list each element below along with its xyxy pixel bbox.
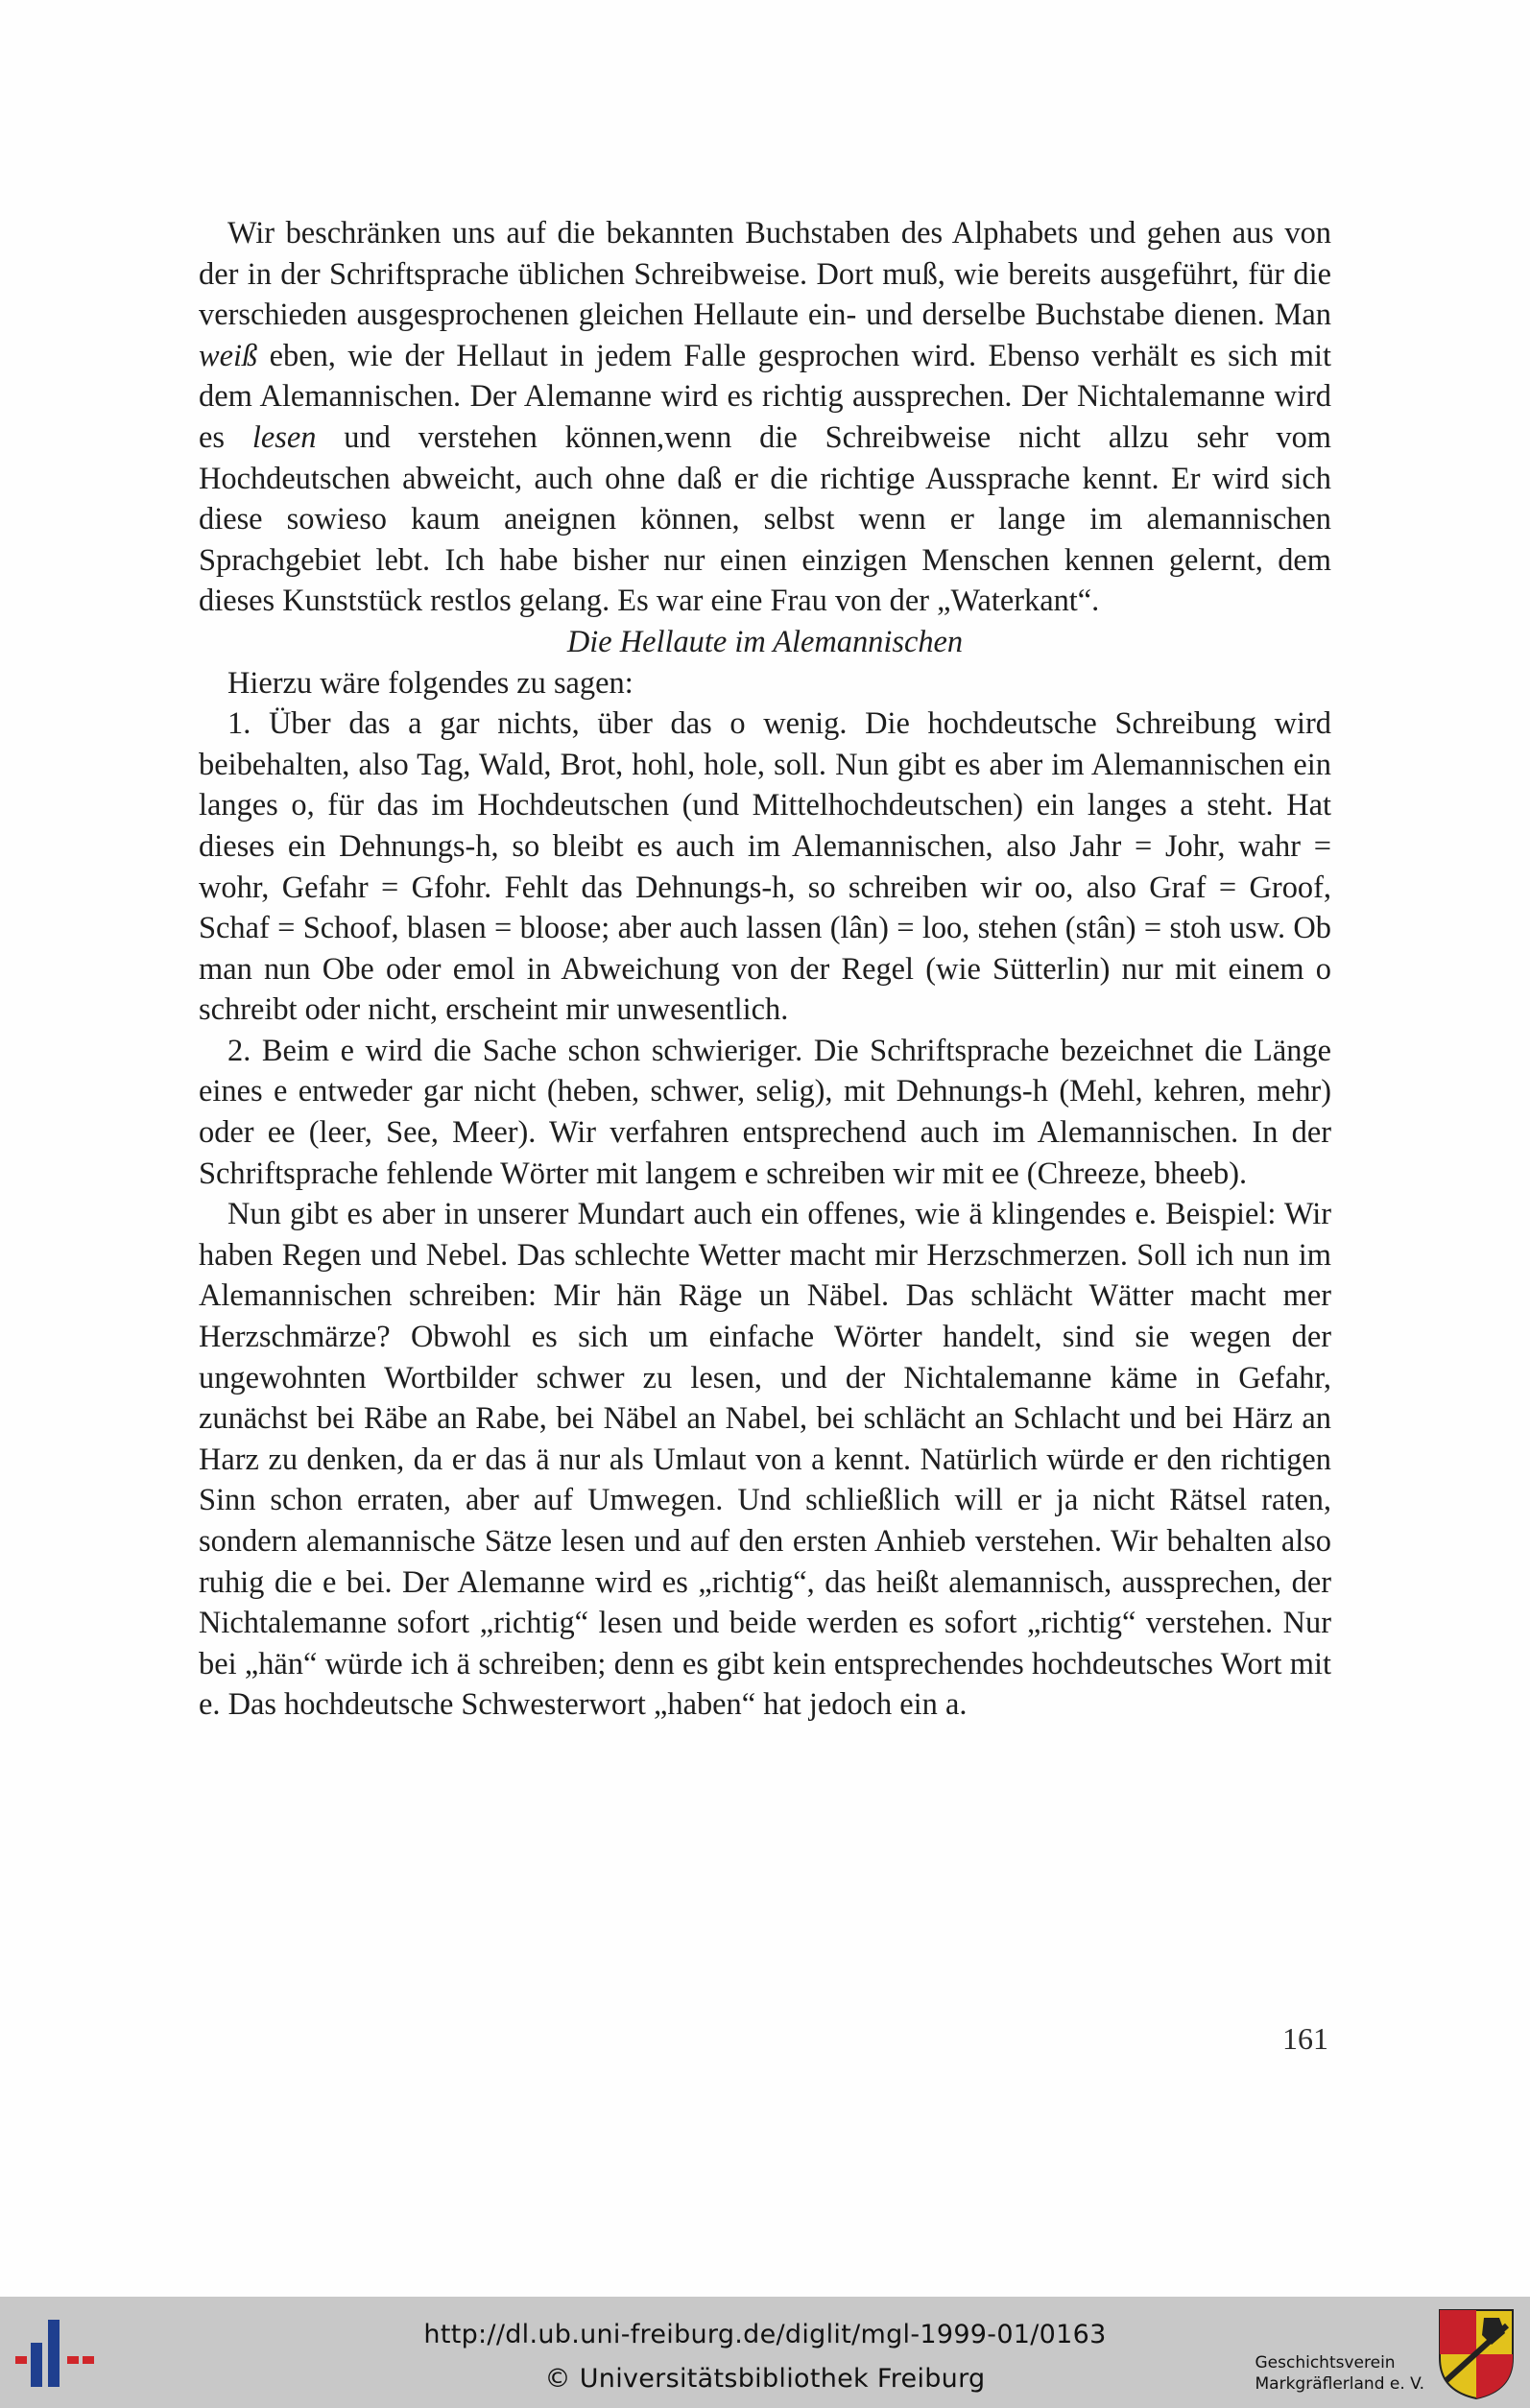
text-run: Wir beschränken uns auf die bekannten Buchstaben des Alphabets und gehen aus von der in der Schriftsprache üblichen Schreibweise. Dort muß, wie bereits ausgeführt, für die verschieden ausgesprochenen gleichen Hellaute ein- und derselbe Buchstabe dienen. Man — [199, 216, 1331, 333]
text-run: eben, wie der Hellaut in jedem Falle gesprochen wird. Ebenso verhält es sich mit dem Alemannischen. Der Alemanne wird es richtig aussprechen. Der Nichtalemanne wird es — [199, 338, 1331, 455]
paragraph-point-1: 1. Über das a gar nichts, über das o wenig. Die hochdeutsche Schreibung wird beibehalten, also Tag, Wald, Brot, hohl, hole, soll. Nun gibt es aber im Alemannischen ein langes o, für das im Hochdeutschen (und Mittelhochdeutschen) ein langes a steht. Hat dieses ein Dehnungs-h, so bleibt es auch im Alemannischen, also Jahr = Johr, wahr = wohr, Gefahr = Gfohr. Fehlt das Dehnungs-h, so schreiben wir oo, also Graf = Groof, Schaf = Schoof, blasen = bloose; aber auch lassen (lân) = loo, stehen (stân) = stoh usw. Ob man nun Obe oder emol in Abweichung von der Regel (wie Sütterlin) nur mit einem o schreibt oder nicht, erscheint mir unwesentlich. — [199, 706, 1331, 1028]
society-name-line: Markgräflerland e. V. — [1255, 2374, 1424, 2394]
society-name — [1255, 2352, 1425, 2395]
paragraph-point-2: 2. Beim e wird die Sache schon schwieriger. Die Schriftsprache bezeichnet die Länge eines e entweder gar nicht (heben, schwer, selig), mit Dehnungs-h (Mehl, kehren, mehr) oder ee (leer, See, Meer). Wir verfahren entsprechend auch im Alemannischen. In der Schriftsprache fehlende Wörter mit langem e schreiben wir mit ee (Chreeze, bheeb). — [199, 1033, 1331, 1191]
text-run: und verstehen können,wenn die Schreibweise nicht allzu sehr vom Hochdeutschen abweicht, auch ohne daß er die richtige Aussprache kennt. Er wird sich diese sowieso kaum aneignen können, selbst wenn er lange im alemannischen Sprachgebiet lebt. Ich habe bisher nur einen einzigen Menschen kennen gelernt, dem dieses Kunststück restlos gelang. Es war eine Frau von der „Waterkant“. — [199, 419, 1331, 619]
coat-of-arms-icon — [1436, 2306, 1517, 2400]
emphasis-text: weiß — [199, 338, 258, 373]
emphasis-text: lesen — [251, 419, 317, 455]
paragraph-intro — [199, 213, 1331, 622]
copyright-notice: © Universitätsbibliothek Freiburg — [544, 2364, 986, 2394]
society-name-line: Geschichtsverein — [1255, 2353, 1396, 2372]
paragraph-lead: Hierzu wäre folgendes zu sagen: — [227, 665, 634, 701]
document-url-link[interactable]: http://dl.ub.uni-freiburg.de/diglit/mgl-1999-01/0163 — [423, 2320, 1107, 2349]
page-number: 161 — [1282, 2021, 1328, 2056]
section-heading: Die Hellaute im Alemannischen — [566, 624, 964, 659]
paragraph-open-e: Nun gibt es aber in unserer Mundart auch ein offenes, wie ä klingendes e. Beispiel: Wir haben Regen und Nebel. Das schlechte Wetter macht mir Herzschmerzen. Soll ich nun im Alemannischen schreiben: Mir hän Räge un Näbel. Das schlächt Wätter macht mer Herzschmärze? Obwohl es sich um einfache Wörter handelt, sind sie wegen der ungewohnten Wortbilder schwer zu lesen, und der Nichtalemanne käme in Gefahr, zunächst bei Räbe an Rabe, bei Näbel an Nabel, bei schlächt an Schlacht und bei Härz an Harz zu denken, da er das ä nur als Umlaut von a kennt. Natürlich würde er den richtigen Sinn schon erraten, aber auf Umwegen. Und schließlich will er ja nicht Rätsel raten, sondern alemannische Sätze lesen und auf den ersten Anhieb verstehen. Wir behalten also ruhig die e bei. Der Alemanne wird es „richtig“, das heißt alemannisch, aussprechen, der Nichtalemanne sofort „richtig“ lesen und beide werden es sofort „richtig“ verstehen. Nur bei „hän“ würde ich ä schreiben; denn es gibt kein entsprechendes hochdeutsches Wort mit e. Das hochdeutsche Schwesterwort „haben“ hat jedoch ein a. — [199, 1197, 1331, 1723]
page-body — [199, 213, 1331, 1726]
footer-bar — [0, 2297, 1530, 2408]
